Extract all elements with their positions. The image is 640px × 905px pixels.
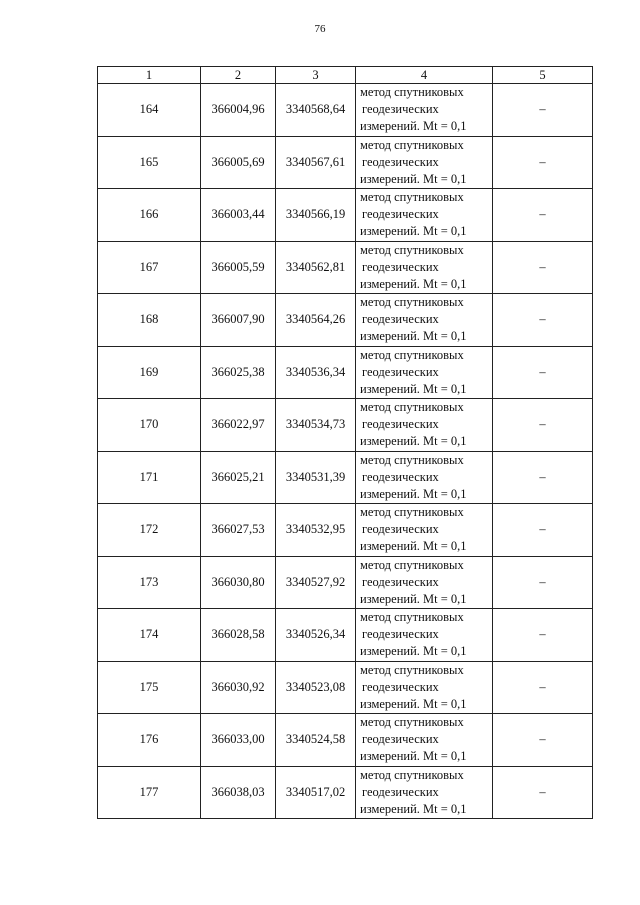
note-cell: – (493, 189, 593, 242)
method-line: измерений. Mt = 0,1 (360, 224, 467, 239)
note-cell: – (493, 136, 593, 189)
method-line: измерений. Mt = 0,1 (360, 486, 467, 501)
y-coordinate-cell: 3340526,34 (276, 609, 356, 662)
method-line: геодезических (362, 627, 439, 642)
note-cell: – (493, 556, 593, 609)
y-coordinate-cell: 3340523,08 (276, 661, 356, 714)
y-coordinate-cell: 3340567,61 (276, 136, 356, 189)
column-header-5: 5 (493, 67, 593, 84)
point-number-cell: 177 (98, 766, 201, 819)
point-number-cell: 176 (98, 714, 201, 767)
table-row (98, 766, 593, 819)
x-coordinate-cell: 366033,00 (201, 714, 276, 767)
method-line: метод спутниковых (360, 557, 464, 572)
point-number-cell: 169 (98, 346, 201, 399)
method-line: геодезических (362, 364, 439, 379)
y-coordinate-cell: 3340564,26 (276, 294, 356, 347)
point-number-cell: 168 (98, 294, 201, 347)
point-number-cell: 172 (98, 504, 201, 557)
method-line: метод спутниковых (360, 347, 464, 362)
x-coordinate-cell: 366030,80 (201, 556, 276, 609)
method-line: метод спутниковых (360, 295, 464, 310)
method-line: метод спутниковых (360, 242, 464, 257)
method-line: измерений. Mt = 0,1 (360, 329, 467, 344)
note-cell: – (493, 661, 593, 714)
x-coordinate-cell: 366005,59 (201, 241, 276, 294)
method-line: метод спутниковых (360, 452, 464, 467)
note-cell: – (493, 84, 593, 137)
method-line: метод спутниковых (360, 715, 464, 730)
x-coordinate-cell: 366003,44 (201, 189, 276, 242)
note-cell: – (493, 609, 593, 662)
method-line: геодезических (362, 312, 439, 327)
table-row (98, 451, 593, 504)
method-line: метод спутниковых (360, 85, 464, 100)
x-coordinate-cell: 366007,90 (201, 294, 276, 347)
table-row (98, 504, 593, 557)
method-cell (356, 189, 493, 242)
column-header-4: 4 (356, 67, 493, 84)
method-line: метод спутниковых (360, 400, 464, 415)
table-row (98, 136, 593, 189)
method-line: измерений. Mt = 0,1 (360, 696, 467, 711)
x-coordinate-cell: 366025,38 (201, 346, 276, 399)
column-header-2: 2 (201, 67, 276, 84)
note-cell: – (493, 504, 593, 557)
table-row (98, 609, 593, 662)
method-line: измерений. Mt = 0,1 (360, 539, 467, 554)
method-cell (356, 504, 493, 557)
table-row (98, 556, 593, 609)
method-line: измерений. Mt = 0,1 (360, 119, 467, 134)
method-line: геодезических (362, 259, 439, 274)
method-cell (356, 294, 493, 347)
y-coordinate-cell: 3340566,19 (276, 189, 356, 242)
page-number: 76 (314, 23, 326, 35)
y-coordinate-cell: 3340524,58 (276, 714, 356, 767)
note-cell: – (493, 241, 593, 294)
point-number-cell: 175 (98, 661, 201, 714)
method-cell (356, 241, 493, 294)
method-cell (356, 136, 493, 189)
y-coordinate-cell: 3340534,73 (276, 399, 356, 452)
table-header-row (98, 67, 593, 84)
method-cell (356, 766, 493, 819)
point-number-cell: 166 (98, 189, 201, 242)
point-number-cell: 167 (98, 241, 201, 294)
y-coordinate-cell: 3340531,39 (276, 451, 356, 504)
point-number-cell: 170 (98, 399, 201, 452)
method-cell (356, 714, 493, 767)
note-cell: – (493, 714, 593, 767)
column-header-3: 3 (276, 67, 356, 84)
method-line: измерений. Mt = 0,1 (360, 381, 467, 396)
method-line: метод спутниковых (360, 137, 464, 152)
note-cell: – (493, 399, 593, 452)
method-cell (356, 556, 493, 609)
method-line: метод спутниковых (360, 662, 464, 677)
method-line: геодезических (362, 154, 439, 169)
point-number-cell: 173 (98, 556, 201, 609)
table-row (98, 189, 593, 242)
method-line: геодезических (362, 469, 439, 484)
x-coordinate-cell: 366025,21 (201, 451, 276, 504)
method-line: измерений. Mt = 0,1 (360, 276, 467, 291)
method-cell (356, 609, 493, 662)
table-row (98, 84, 593, 137)
x-coordinate-cell: 366004,96 (201, 84, 276, 137)
method-line: геодезических (362, 784, 439, 799)
method-line: измерений. Mt = 0,1 (360, 434, 467, 449)
note-cell: – (493, 451, 593, 504)
point-number-cell: 171 (98, 451, 201, 504)
point-number-cell: 165 (98, 136, 201, 189)
method-line: геодезических (362, 574, 439, 589)
table-body (98, 84, 593, 819)
method-line: метод спутниковых (360, 610, 464, 625)
method-line: геодезических (362, 732, 439, 747)
method-cell (356, 451, 493, 504)
method-line: метод спутниковых (360, 505, 464, 520)
method-line: измерений. Mt = 0,1 (360, 801, 467, 816)
method-line: геодезических (362, 679, 439, 694)
x-coordinate-cell: 366038,03 (201, 766, 276, 819)
x-coordinate-cell: 366028,58 (201, 609, 276, 662)
x-coordinate-cell: 366027,53 (201, 504, 276, 557)
y-coordinate-cell: 3340517,02 (276, 766, 356, 819)
method-line: геодезических (362, 102, 439, 117)
y-coordinate-cell: 3340568,64 (276, 84, 356, 137)
note-cell: – (493, 346, 593, 399)
point-number-cell: 174 (98, 609, 201, 662)
note-cell: – (493, 294, 593, 347)
table-row (98, 294, 593, 347)
method-line: измерений. Mt = 0,1 (360, 749, 467, 764)
method-cell (356, 346, 493, 399)
x-coordinate-cell: 366030,92 (201, 661, 276, 714)
method-cell (356, 399, 493, 452)
table-row (98, 241, 593, 294)
note-cell: – (493, 766, 593, 819)
method-line: геодезических (362, 417, 439, 432)
method-cell (356, 84, 493, 137)
coordinates-table (97, 66, 593, 819)
method-line: метод спутниковых (360, 767, 464, 782)
x-coordinate-cell: 366022,97 (201, 399, 276, 452)
point-number-cell: 164 (98, 84, 201, 137)
table-row (98, 661, 593, 714)
method-line: метод спутниковых (360, 190, 464, 205)
method-line: измерений. Mt = 0,1 (360, 644, 467, 659)
table-row (98, 346, 593, 399)
table-row (98, 399, 593, 452)
y-coordinate-cell: 3340527,92 (276, 556, 356, 609)
table-row (98, 714, 593, 767)
method-line: измерений. Mt = 0,1 (360, 171, 467, 186)
method-line: измерений. Mt = 0,1 (360, 591, 467, 606)
column-header-1: 1 (98, 67, 201, 84)
x-coordinate-cell: 366005,69 (201, 136, 276, 189)
y-coordinate-cell: 3340532,95 (276, 504, 356, 557)
y-coordinate-cell: 3340562,81 (276, 241, 356, 294)
y-coordinate-cell: 3340536,34 (276, 346, 356, 399)
method-cell (356, 661, 493, 714)
method-line: геодезических (362, 207, 439, 222)
method-line: геодезических (362, 522, 439, 537)
